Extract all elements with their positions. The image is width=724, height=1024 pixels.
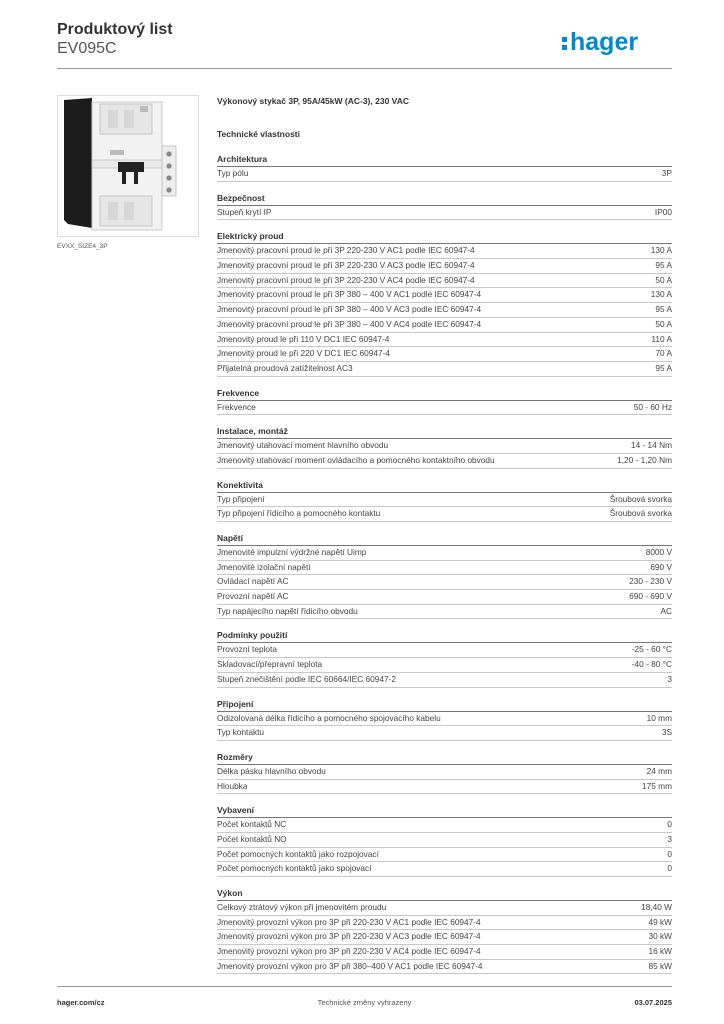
spec-row (217, 643, 672, 658)
spec-row (217, 605, 672, 620)
contactor-illustration (58, 96, 198, 236)
spec-row (217, 673, 672, 688)
spec-row (217, 930, 672, 945)
spec-row (217, 575, 672, 590)
spec-label: Jmenovitý pracovní proud le při 3P 380 – 400 V AC3 podle IEC 60947-4 (217, 304, 482, 315)
spec-row (217, 945, 672, 960)
spec-row (217, 167, 672, 182)
spec-row (217, 401, 672, 416)
spec-value: 8000 V (645, 547, 672, 557)
spec-row (217, 780, 672, 795)
spec-label: Odizolovaná délka řídicího a pomocného spojovacího kabelu (217, 712, 441, 723)
spec-label: Jmenovité impulzní výdržné napětí Uimp (217, 547, 367, 557)
spec-section (217, 425, 672, 468)
spec-value: 1,20 - 1,20 Nm (617, 454, 672, 465)
spec-label: Jmenovitý pracovní proud le při 3P 380 – 400 V AC4 podle IEC 60947-4 (217, 318, 482, 329)
spec-label: Počet kontaktů NO (217, 833, 287, 844)
svg-text:hager: hager (570, 28, 639, 56)
spec-label: Jmenovitý pracovní proud le při 3P 380 – 400 V AC1 podle IEC 60947-4 (217, 289, 482, 300)
footer-date: 03.07.2025 (634, 998, 672, 1007)
spec-row (217, 288, 672, 303)
spec-label: Počet pomocných kontaktů jako spojovací (217, 863, 372, 874)
spec-row (217, 318, 672, 333)
spec-section (217, 230, 672, 376)
spec-row (217, 303, 672, 318)
spec-row (217, 333, 672, 348)
spec-section (217, 629, 672, 687)
spec-value: 49 kW (648, 916, 672, 927)
section-title: Připojení (217, 698, 672, 712)
spec-label: Typ připojení (217, 493, 265, 504)
spec-row (217, 362, 672, 377)
spec-row (217, 546, 672, 561)
document-title: Produktový list (57, 21, 173, 38)
spec-label: Jmenovitý pracovní proud le při 3P 220-230 V AC4 podle IEC 60947-4 (217, 274, 475, 285)
product-image (57, 95, 199, 237)
footer-divider (57, 986, 672, 987)
spec-value: 690 V (650, 561, 672, 572)
section-title: Podmínky použití (217, 629, 672, 643)
spec-row (217, 259, 672, 274)
spec-label: Délka pásku hlavního obvodu (217, 765, 326, 776)
hager-logo (560, 24, 672, 58)
spec-value: 24 mm (646, 765, 672, 776)
spec-value: 110 A (651, 333, 672, 344)
footer-website: hager.com/cz (57, 998, 105, 1007)
spec-row (217, 347, 672, 362)
spec-value: 10 mm (646, 712, 672, 723)
spec-label: Jmenovitý provozní výkon pro 3P při 380–400 V AC1 podle IEC 60947-4 (217, 960, 483, 971)
spec-row (217, 901, 672, 916)
spec-label: Hloubka (217, 780, 248, 791)
spec-value: -40 - 80 °C (631, 659, 672, 670)
spec-row (217, 862, 672, 877)
spec-row (217, 244, 672, 259)
spec-value: 30 kW (648, 931, 672, 942)
section-title: Konektivita (217, 479, 672, 493)
spec-row (217, 726, 672, 741)
spec-value: 50 A (655, 274, 672, 285)
spec-label: Celkový ztrátový výkon při jmenovitém proudu (217, 902, 387, 912)
spec-label: Frekvence (217, 401, 256, 412)
spec-row (217, 960, 672, 975)
spec-label: Skladovací/přepravní teplota (217, 659, 323, 670)
spec-row (217, 818, 672, 833)
spec-label: Ovládací napětí AC (217, 576, 289, 587)
product-description: Výkonový stykač 3P, 95A/45kW (AC-3), 230 VAC (217, 96, 409, 106)
footer-notice: Technické změny vyhrazeny (317, 998, 412, 1007)
spec-label: Stupeň znečištění podle IEC 60664/IEC 60947-2 (217, 673, 396, 684)
spec-value: 0 (667, 863, 672, 874)
section-title: Instalace, montáž (217, 425, 672, 439)
section-title: Rozměry (217, 751, 672, 765)
spec-value: 50 A (655, 318, 672, 329)
spec-label: Jmenovitý proud le při 110 V DC1 IEC 60947-4 (217, 333, 390, 344)
spec-value: 230 - 230 V (629, 576, 672, 587)
spec-value: 85 kW (648, 960, 672, 971)
spec-value: 0 (667, 819, 672, 830)
section-title: Výkon (217, 887, 672, 901)
spec-section (217, 153, 672, 182)
spec-value: 0 (667, 848, 672, 859)
image-caption: EVXX_SIZE4_3P (57, 243, 108, 250)
spec-value: 95 A (655, 260, 672, 271)
spec-section (217, 532, 672, 619)
spec-label: Přijatelná proudová zatížitelnost AC3 (217, 362, 353, 373)
spec-label: Jmenovitý provozní výkon pro 3P při 220-230 V AC3 podle IEC 60947-4 (217, 931, 481, 942)
spec-label: Typ kontaktu (217, 727, 265, 738)
spec-row (217, 507, 672, 522)
spec-row (217, 712, 672, 727)
spec-value: Šroubová svorka (609, 493, 672, 504)
spec-value: 70 A (655, 348, 672, 359)
section-title: Architektura (217, 153, 672, 167)
spec-section (217, 804, 672, 877)
spec-label: Jmenovitý proud le při 220 V DC1 IEC 60947-4 (217, 348, 390, 359)
spec-value: AC (660, 605, 672, 616)
spec-label: Typ pólu (217, 168, 249, 178)
spec-row (217, 658, 672, 673)
spec-label: Jmenovitý provozní výkon pro 3P při 220-230 V AC1 podle IEC 60947-4 (217, 916, 481, 927)
spec-sections (217, 153, 672, 974)
spec-label: Jmenovitý pracovní proud le při 3P 220-230 V AC1 podle IEC 60947-4 (217, 245, 475, 256)
spec-label: Jmenovitý utahovací moment hlavního obvodu (217, 440, 389, 451)
spec-value: 3S (661, 727, 672, 738)
spec-label: Typ napájecího napětí řídicího obvodu (217, 605, 358, 616)
spec-row (217, 493, 672, 508)
section-title: Vybavení (217, 804, 672, 818)
spec-value: 3 (667, 833, 672, 844)
spec-value: 690 - 690 V (629, 591, 672, 602)
spec-value: Šroubová svorka (609, 508, 672, 519)
spec-value: 95 A (655, 362, 672, 373)
spec-section (217, 479, 672, 522)
spec-row (217, 848, 672, 863)
spec-value: IP00 (654, 206, 672, 217)
spec-row (217, 590, 672, 605)
spec-value: 50 - 60 Hz (633, 401, 672, 412)
spec-value: 130 A (650, 245, 672, 256)
spec-label: Provozní teplota (217, 644, 277, 655)
section-title: Napětí (217, 532, 672, 546)
spec-row (217, 561, 672, 576)
spec-content (217, 96, 672, 984)
spec-section (217, 887, 672, 974)
spec-section (217, 192, 672, 221)
spec-label: Stupeň krytí IP (217, 206, 272, 217)
spec-row (217, 274, 672, 289)
spec-label: Provozní napětí AC (217, 591, 289, 602)
spec-row (217, 206, 672, 221)
spec-value: 130 A (650, 289, 672, 300)
spec-row (217, 765, 672, 780)
spec-row (217, 439, 672, 454)
section-title: Frekvence (217, 387, 672, 401)
spec-value: 16 kW (648, 946, 672, 957)
spec-value: 3P (661, 168, 672, 178)
spec-value: 14 - 14 Nm (630, 440, 672, 451)
spec-value: 3 (667, 673, 672, 684)
spec-label: Počet kontaktů NC (217, 819, 287, 830)
spec-value: -25 - 60 °C (631, 644, 672, 655)
spec-label: Jmenovitý provozní výkon pro 3P při 220-230 V AC4 podle IEC 60947-4 (217, 946, 481, 957)
spec-value: 95 A (655, 304, 672, 315)
spec-row (217, 454, 672, 469)
tech-properties-heading: Technické vlastnosti (217, 129, 300, 139)
spec-label: Typ připojení řídicího a pomocného kontaktu (217, 508, 381, 519)
section-title: Elektrický proud (217, 230, 672, 244)
spec-section (217, 751, 672, 794)
spec-row (217, 833, 672, 848)
spec-value: 175 mm (642, 780, 672, 791)
spec-label: Jmenovitý pracovní proud le při 3P 220-230 V AC3 podle IEC 60947-4 (217, 260, 475, 271)
page-header (57, 20, 672, 58)
product-code: EV095C (57, 40, 117, 57)
spec-section (217, 698, 672, 741)
spec-label: Počet pomocných kontaktů jako rozpojovací (217, 848, 379, 859)
spec-section (217, 387, 672, 416)
spec-value: 18,40 W (641, 902, 672, 912)
section-title: Bezpečnost (217, 192, 672, 206)
spec-row (217, 916, 672, 931)
header-divider (57, 68, 672, 69)
spec-label: Jmenovité izolační napětí (217, 561, 311, 572)
spec-label: Jmenovitý utahovací moment ovládacího a pomocného kontaktního obvodu (217, 454, 495, 465)
